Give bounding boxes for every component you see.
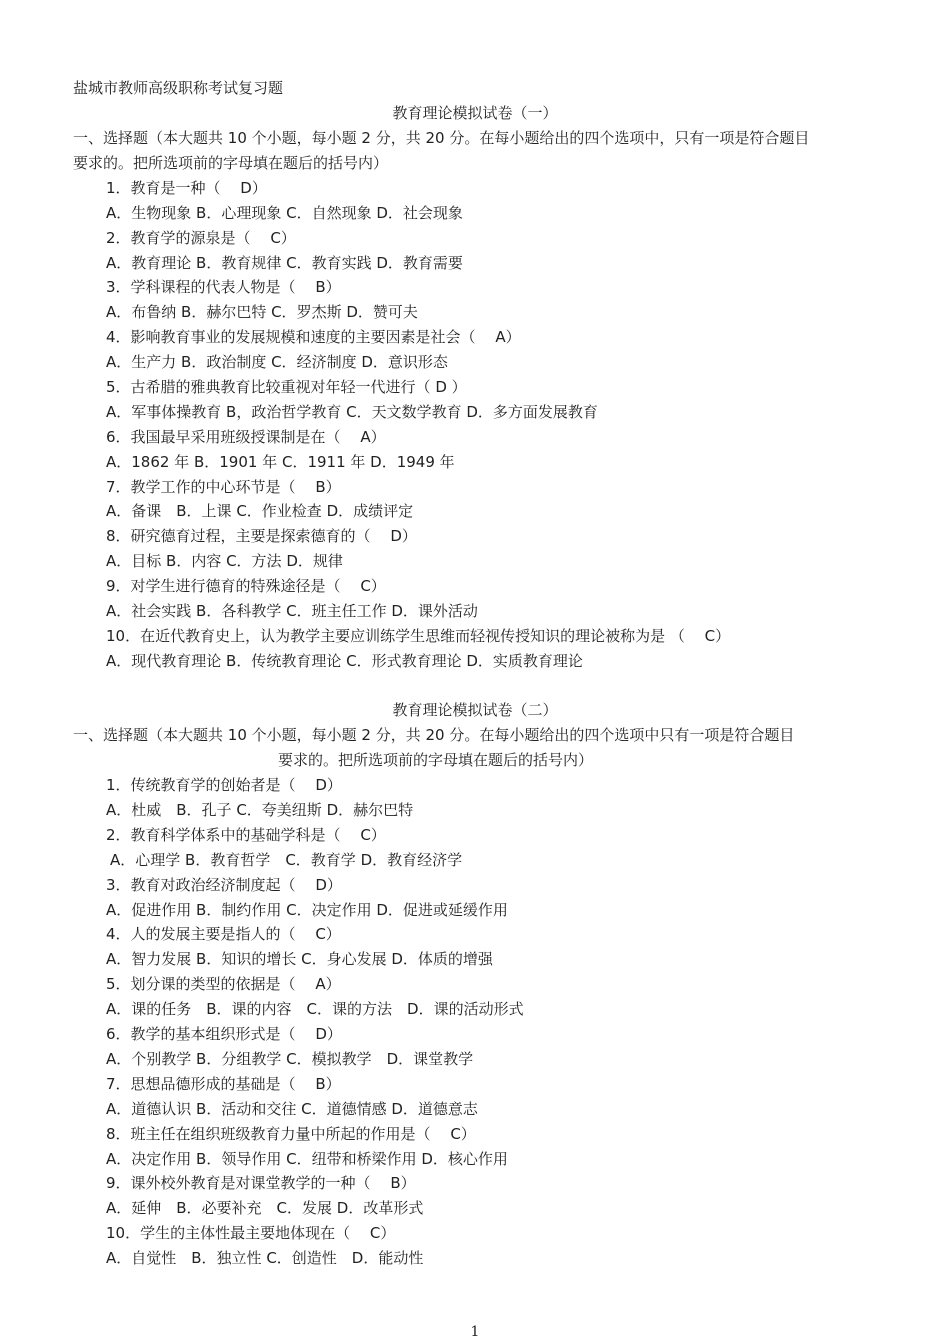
paper1-options-3: A．布鲁纳 B．赫尔巴特 C．罗杰斯 D．赞可夫 bbox=[106, 303, 418, 321]
paper2-options-5: A．课的任务 B．课的内容 C．课的方法 D．课的活动形式 bbox=[106, 1000, 524, 1018]
paper2-question-6: 6．教学的基本组织形式是（ D） bbox=[106, 1025, 342, 1043]
paper1-question-2: 2．教育学的源泉是（ C） bbox=[106, 229, 296, 247]
paper1-instructions-line1: 一、选择题（本大题共 10 个小题，每小题 2 分，共 20 分。在每小题给出的四个选项中，只有一项是符合题目 bbox=[73, 129, 810, 147]
paper2-question-7: 7．思想品德形成的基础是（ B） bbox=[106, 1075, 341, 1093]
paper1-question-4: 4．影响教育事业的发展规模和速度的主要因素是社会（ A） bbox=[106, 328, 521, 346]
paper2-question-3: 3．教育对政治经济制度起（ D） bbox=[106, 876, 342, 894]
document-heading: 盐城市教师高级职称考试复习题 bbox=[73, 79, 284, 97]
paper2-question-1: 1．传统教育学的创始者是（ D） bbox=[106, 776, 342, 794]
paper2-options-4: A．智力发展 B．知识的增长 C．身心发展 D．体质的增强 bbox=[106, 950, 493, 968]
paper2-options-7: A．道德认识 B．活动和交往 C．道德情感 D．道德意志 bbox=[106, 1100, 478, 1118]
paper1-question-6: 6．我国最早采用班级授课制是在（ A） bbox=[106, 428, 386, 446]
paper2-instructions-line1: 一、选择题（本大题共 10 个小题，每小题 2 分，共 20 分。在每小题给出的四个选项中只有一项是符合题目 bbox=[73, 726, 795, 744]
paper1-question-7: 7．教学工作的中心环节是（ B） bbox=[106, 478, 341, 496]
paper2-question-10: 10．学生的主体性最主要地体现在（ C） bbox=[106, 1224, 396, 1242]
paper1-question-5: 5．古希腊的雅典教育比较重视对年轻一代进行（ D ） bbox=[106, 378, 467, 396]
paper1-question-10: 10．在近代教育史上，认为教学主要应训练学生思维而轻视传授知识的理论被称为是 （ C） bbox=[106, 627, 731, 645]
paper2-options-2: A．心理学 B．教育哲学 C．教育学 D．教育经济学 bbox=[110, 851, 463, 869]
paper1-question-3: 3．学科课程的代表人物是（ B） bbox=[106, 278, 341, 296]
paper1-options-5: A．军事体操教育 B，政治哲学教育 C．天文数学教育 D．多方面发展教育 bbox=[106, 403, 598, 421]
paper2-question-9: 9．课外校外教育是对课堂教学的一种（ B） bbox=[106, 1174, 416, 1192]
paper1-options-2: A．教育理论 B．教育规律 C．教育实践 D．教育需要 bbox=[106, 254, 463, 272]
paper2-options-6: A．个别教学 B．分组教学 C．模拟教学 D．课堂教学 bbox=[106, 1050, 474, 1068]
paper2-title: 教育理论模拟试卷（二） bbox=[392, 701, 558, 719]
paper1-options-10: A．现代教育理论 B．传统教育理论 C．形式教育理论 D．实质教育理论 bbox=[106, 652, 583, 670]
paper1-options-7: A．备课 B．上课 C．作业检查 D．成绩评定 bbox=[106, 502, 414, 520]
paper2-question-4: 4．人的发展主要是指人的（ C） bbox=[106, 925, 341, 943]
paper2-question-2: 2．教育科学体系中的基础学科是（ C） bbox=[106, 826, 386, 844]
paper1-question-8: 8．研究德育过程，主要是探索德育的（ D） bbox=[106, 527, 417, 545]
paper1-options-9: A．社会实践 B．各科教学 C．班主任工作 D．课外活动 bbox=[106, 602, 478, 620]
page-number: 1 bbox=[470, 1324, 480, 1340]
paper1-instructions-line2: 要求的。把所选项前的字母填在题后的括号内） bbox=[73, 154, 389, 172]
paper2-question-5: 5．划分课的类型的依据是（ A） bbox=[106, 975, 341, 993]
paper1-options-8: A．目标 B．内容 C．方法 D．规律 bbox=[106, 552, 343, 570]
paper1-question-9: 9．对学生进行德育的特殊途径是（ C） bbox=[106, 577, 386, 595]
paper1-options-1: A．生物现象 B．心理现象 C．自然现象 D．社会现象 bbox=[106, 204, 463, 222]
paper1-question-1: 1．教育是一种（ D） bbox=[106, 179, 267, 197]
paper2-options-10: A．自觉性 B．独立性 C．创造性 D．能动性 bbox=[106, 1249, 424, 1267]
paper2-instructions-line2: 要求的。把所选项前的字母填在题后的括号内） bbox=[278, 751, 594, 769]
paper1-options-6: A．1862 年 B．1901 年 C．1911 年 D．1949 年 bbox=[106, 453, 455, 471]
paper2-options-9: A．延伸 B．必要补充 C．发展 D．改革形式 bbox=[106, 1199, 424, 1217]
paper2-options-3: A．促进作用 B．制约作用 C．决定作用 D．促进或延缓作用 bbox=[106, 901, 508, 919]
paper1-title: 教育理论模拟试卷（一） bbox=[392, 104, 558, 122]
paper2-options-8: A．决定作用 B．领导作用 C．纽带和桥梁作用 D．核心作用 bbox=[106, 1150, 508, 1168]
paper2-question-8: 8．班主任在组织班级教育力量中所起的作用是（ C） bbox=[106, 1125, 476, 1143]
paper1-options-4: A．生产力 B．政治制度 C．经济制度 D．意识形态 bbox=[106, 353, 448, 371]
paper2-options-1: A．杜威 B．孔子 C．夸美纽斯 D．赫尔巴特 bbox=[106, 801, 414, 819]
